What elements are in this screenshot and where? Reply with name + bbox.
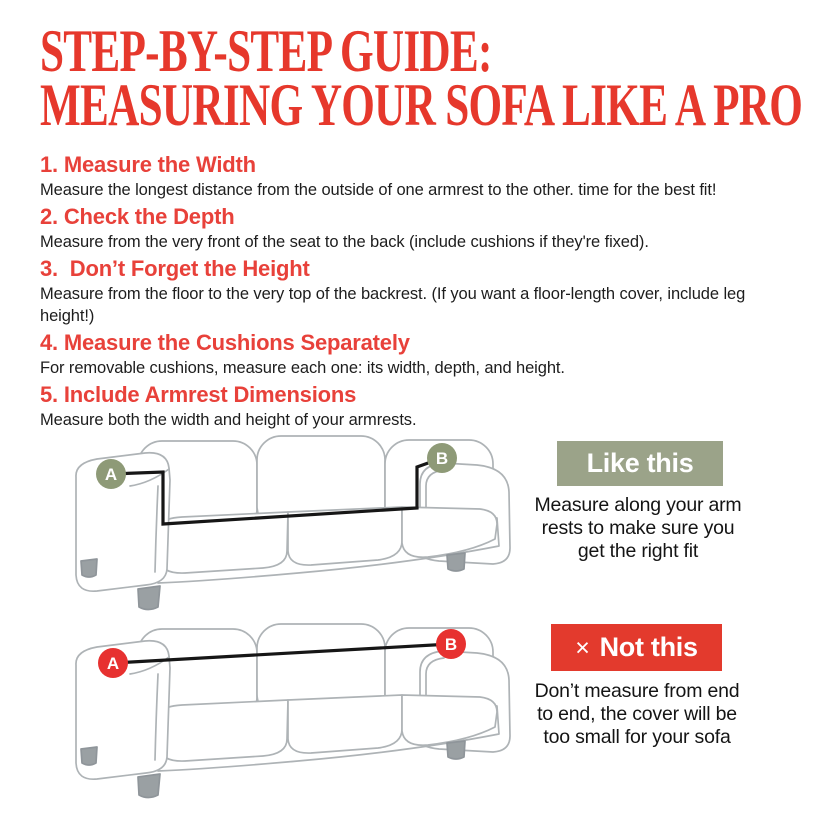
step-1-heading: 1. Measure the Width (40, 152, 256, 177)
like-this-badge-label: Like this (586, 448, 694, 478)
not-this-badge-label: Not this (599, 632, 698, 662)
step-2-heading: 2. Check the Depth (40, 204, 235, 229)
marker-b-label: B (444, 635, 458, 654)
not-this-line2: to end, the cover will be (537, 703, 737, 725)
not-this-line1: Don’t measure from end (534, 680, 740, 702)
like-this-line3: get the right fit (577, 540, 699, 562)
step-1-body: Measure the longest distance from the outside of one armrest to the other. time for the best fit! (40, 181, 717, 199)
step-2-body: Measure from the very front of the seat to the back (include cushions if they're fixed). (40, 233, 649, 251)
step-3-body: Measure from the floor to the very top of the backrest. (If you want a floor-length cover, include leg height!) (40, 285, 746, 325)
page-title-line2: MEASURING YOUR SOFA LIKE A PRO (40, 72, 803, 138)
not-this-line3: too small for your sofa (543, 726, 731, 748)
steps-list (40, 153, 778, 435)
step-4 (40, 331, 778, 379)
step-2 (40, 205, 778, 253)
step-1 (40, 153, 778, 201)
not-this-description (512, 680, 762, 749)
step-5-heading: 5. Include Armrest Dimensions (40, 382, 357, 407)
marker-a-label: A (104, 465, 118, 484)
step-5-body: Measure both the width and height of your armrests. (40, 411, 417, 429)
x-icon: × (575, 634, 590, 662)
sofa-diagram-correct (52, 420, 522, 616)
like-this-line1: Measure along your arm (534, 494, 742, 516)
step-4-heading: 4. Measure the Cushions Separately (40, 330, 410, 355)
step-3 (40, 257, 778, 327)
step-4-body: For removable cushions, measure each one: its width, depth, and height. (40, 359, 565, 377)
step-3-heading: 3. Don’t Forget the Height (40, 256, 310, 281)
like-this-line2: rests to make sure you (541, 517, 735, 539)
page-title-line1: STEP-BY-STEP GUIDE: (40, 18, 492, 84)
not-this-badge (551, 624, 722, 671)
sofa-diagram-incorrect (52, 608, 522, 804)
like-this-badge (557, 441, 723, 486)
marker-a-label: A (106, 654, 120, 673)
like-this-description (518, 494, 758, 563)
marker-b-label: B (435, 449, 449, 468)
